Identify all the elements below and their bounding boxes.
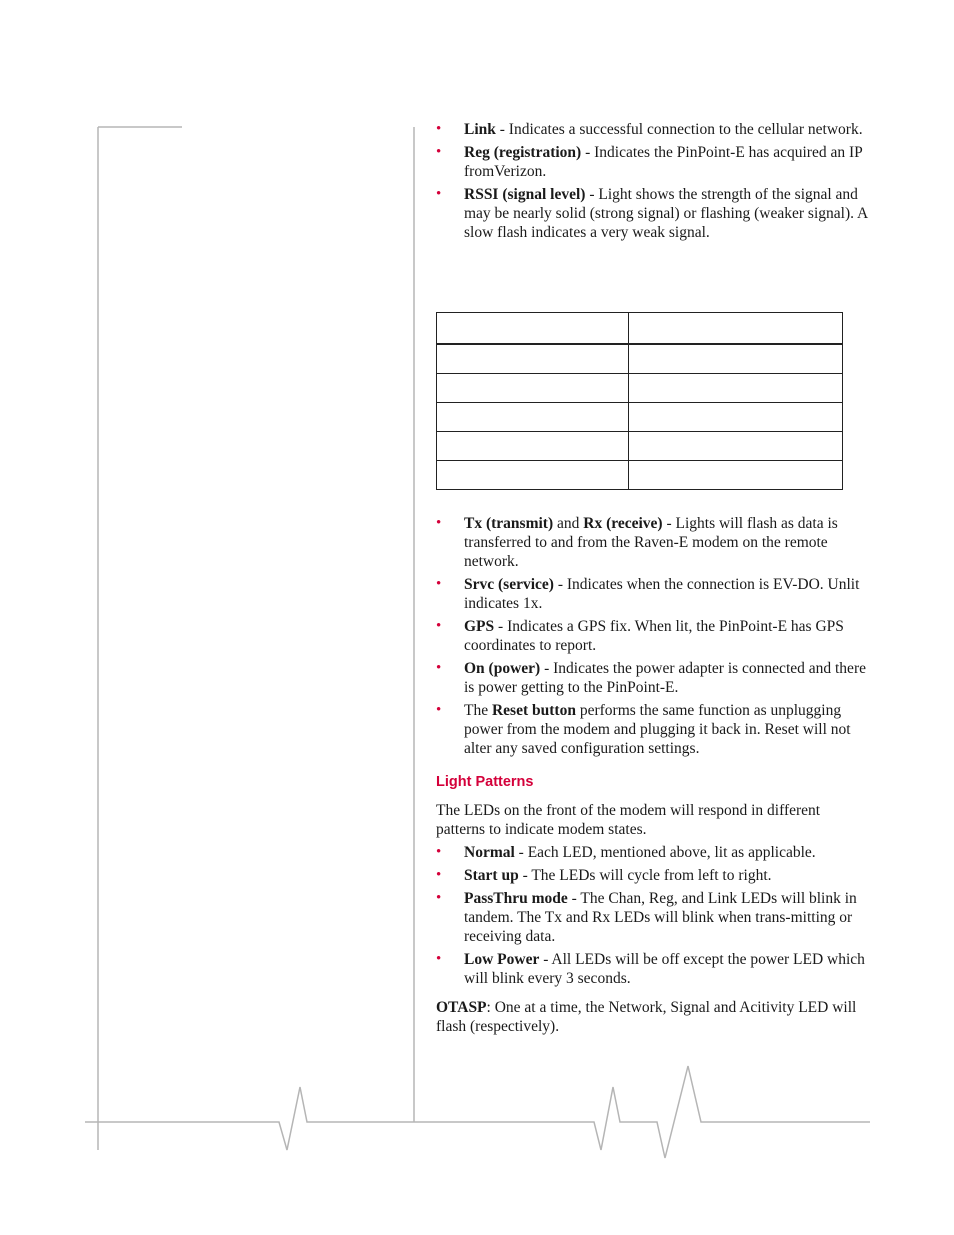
otasp-paragraph: OTASP: One at a time, the Network, Signal and Acitivity LED will flash (respectively). (436, 999, 857, 1035)
table-row (437, 403, 843, 432)
table-row (437, 374, 843, 403)
bullet: • (436, 576, 442, 592)
list-item: • Start up - The LEDs will cycle from left to right. (436, 867, 772, 884)
bullet: • (436, 890, 442, 906)
table-row (437, 313, 843, 345)
table-row (437, 344, 843, 374)
table-cell (629, 313, 843, 345)
led-list-bottom (436, 514, 871, 758)
list-item: • Link - Indicates a successful connection to the cellular network. (436, 121, 863, 138)
led-list-top (436, 120, 871, 242)
bullet: • (436, 702, 442, 718)
list-item: • Normal - Each LED, mentioned above, lit as applicable. (436, 844, 816, 861)
list-item: • Reg (registration) - Indicates the PinPoint-E has acquired an IP fromVerizon. (436, 144, 863, 180)
table-row (437, 432, 843, 461)
intro-paragraph: The LEDs on the front of the modem will respond in different patterns to indicate modem states. (436, 802, 821, 838)
led-table (436, 312, 843, 490)
list-item: • PassThru mode - The Chan, Reg, and Link LEDs will blink in tandem. The Tx and Rx LEDs will blink when trans-mitting or receiving data. (436, 890, 857, 945)
table-cell (437, 344, 629, 374)
table-cell (437, 374, 629, 403)
list-item: • Low Power - All LEDs will be off except the power LED which will blink every 3 seconds. (436, 951, 865, 987)
footer-pulse-line (85, 1066, 870, 1158)
table-cell (437, 403, 629, 432)
table-cell (437, 461, 629, 490)
bullet: • (436, 618, 442, 634)
light-patterns-list (436, 843, 871, 988)
bullet: • (436, 951, 442, 967)
main-column (436, 120, 871, 1036)
bullet: • (436, 844, 442, 860)
table-cell (629, 432, 843, 461)
bullet: • (436, 660, 442, 676)
bullet: • (436, 867, 442, 883)
section-heading: Light Patterns (436, 774, 534, 790)
bullet: • (436, 515, 442, 531)
list-item: • GPS - Indicates a GPS fix. When lit, the PinPoint-E has GPS coordinates to report. (436, 618, 844, 654)
table-cell (629, 461, 843, 490)
table-cell (629, 403, 843, 432)
list-item: • Tx (transmit) and Rx (receive) - Lights will flash as data is transferred to and from the Raven-E modem on the remote network. (436, 515, 838, 570)
list-item: • Srvc (service) - Indicates when the connection is EV-DO. Unlit indicates 1x. (436, 576, 860, 612)
table-cell (629, 374, 843, 403)
table-cell (437, 432, 629, 461)
table-cell (629, 344, 843, 374)
list-item: • RSSI (signal level) - Light shows the strength of the signal and may be nearly solid (strong signal) or flashing (weaker signal). A slow flash indicates a very weak signal. (436, 186, 868, 241)
bullet: • (436, 186, 442, 202)
table-cell (437, 313, 629, 345)
bullet: • (436, 121, 442, 137)
list-item: • On (power) - Indicates the power adapter is connected and there is power getting to the PinPoint-E. (436, 660, 866, 696)
list-item: • The Reset button performs the same function as unplugging power from the modem and plugging it back in. Reset will not alter any saved configuration settings. (436, 702, 851, 757)
table-row (437, 461, 843, 490)
bullet: • (436, 144, 442, 160)
